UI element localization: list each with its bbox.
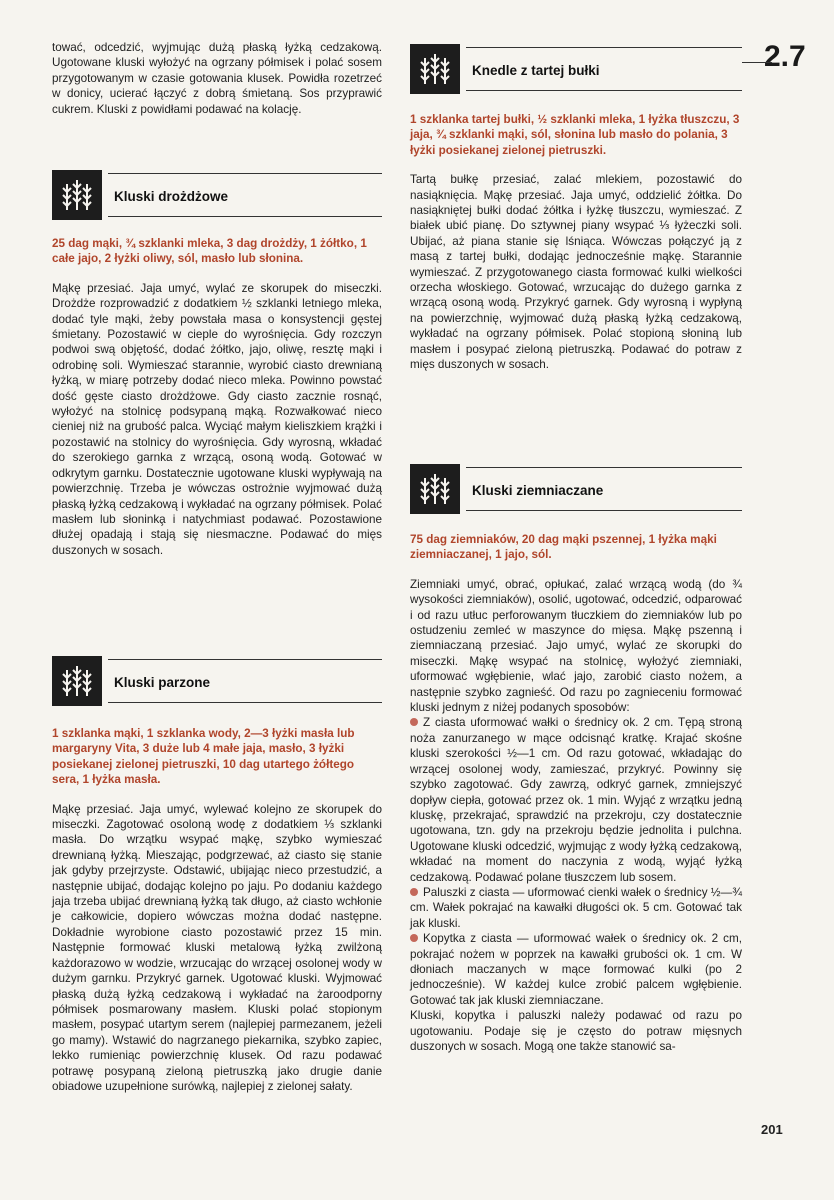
intro-paragraph: tować, odcedzić, wyjmując dużą płaską łyżką cedzakową. Ugotowane kluski wyłożyć na ogrzany półmisek i polać sosem przygotowanym w czasie gotowania klusek. Powidła rozetrzeć w donicy, ucierać łączyć z dobrą śmietaną. Sos przyprawić cukrem. Kluski z powidłami podawać na kolację.: [52, 41, 382, 116]
section-header: [52, 170, 382, 220]
section-header: [410, 44, 742, 94]
wheat-icon: [52, 656, 102, 706]
header-rule: [108, 173, 382, 174]
instructions: Mąkę przesiać. Jaja umyć, wylewać kolejno ze skorupek do miseczki. Zagotować osoloną wodę z dodatkiem ⅓ szklanki masła. Do wrzątku wsypać mąkę, szybko wymieszać drewnianą łyżką. Mieszając, podgrzewać, aż ciasto się stanie jak gdyby przejrzyste. Odstawić, ubijając nieco przestudzić, a następnie ubijać, dodając kolejno po jaju. Po dodaniu każdego jaja trzeba ubijać drewnianą łyżką tak długo, aż ciasto wchłonie je całkowicie, dopiero wówczas można dodać następne. Dokładnie wyrobione ciasto pozostawić przez 15 min. Następnie formować kluski metalową łyżką zwilżoną każdorazowo w wodzie, wrzucając do wrzącej osolonej wody w dużym garnku. Przykryć garnek. Ugotować kluski. Wyjmować płaską dużą łyżką cedzakową i wykładać na żaroodporny półmisek posmarowany masłem. Kluski polać stopionym masłem, posypać utartym serem (najlepiej parmezanem, jeżeli go mamy). Wstawić do nagrzanego piekarnika, szybko zapiec, lekko rumieniąc powierzchnię klusek. Od razu podawać potrawę posypaną zieloną pietruszką jako drugie danie obiadowe uzupełnione surówką, najlepiej z zielonej sałaty.: [52, 802, 382, 1093]
bullet-text: Kopytka z ciasta — uformować wałek o średnicy ok. 2 cm, pokrajać nożem w poprzek na kawałki grubości ok. 1 cm. W dłoniach maczanych w mące formować kulki (po 2 jednocześnie). W każdej kulce zrobić palcem wgłębienie. Gotować tak jak kluski ziemniaczane.: [410, 932, 742, 1007]
bullet-text: Z ciasta uformować wałki o średnicy ok. 2 cm. Tępą stroną noża zanurzanego w mące odcisnąć kratkę. Krajać skośne kluski szerokości ½—1 cm. Od razu gotować, wkładając do wrzącej osolonej wody, zamieszać, przykryć. Powinny się szybko zagotować. Gdy zawrzą, odkryć garnek, zmniejszyć dopływ ciepła, gotować przez ok. 1 min. Wyjąć z wrzątku jedną kluskę, przekrajać, sprawdzić na przekroju, czy dostatecznie ugotowana, tzn. gdy na przekroju będzie jednolita i pulchna. Ugotowane kluski odcedzić, wyjmując z wody łyżką cedzakową, wkładać na moment do naczynia z wodą, wyjąć łyżką cedzakową. Podawać polane tłuszczem lub sosem.: [410, 716, 742, 884]
section-header: [52, 656, 382, 706]
method-bullet: [410, 931, 742, 1008]
section-header: [410, 464, 742, 514]
chapter-number: 2.7: [764, 40, 806, 73]
bullet-dot-icon: [410, 888, 418, 896]
section-title: Kluski ziemniaczane: [472, 483, 604, 498]
bullet-dot-icon: [410, 934, 418, 942]
instructions: Mąkę przesiać. Jaja umyć, wylać ze skorupek do miseczki. Drożdże rozprowadzić z dodatkiem ½ szklanki letniego mleka, dodać tyle mąki, żeby powstała masa o konsystencji gęstej śmietany. Pozostawić w cieple do wyrośnięcia. Gdy rozczyn podwoi swą objętość, dodać żółtko, jajo, oliwę, resztę mąki i odrobinę soli. Wymieszać starannie, wyrobić ciasto drewnianą łyżką, w miarę potrzeby dodać nieco mleka. Powinno powstać dość gęste ciasto drożdżowe. Gdy ciasto zacznie rosnąć, wyłożyć na stolnicę podsypaną mąką. Rozwałkować nieco cieniej niż na grubość palca. Wyciąć małym kieliszkiem krążki i pozostawić na stolnicy do wyrośnięcia. Gdy wyrosną, wkładać do szerokiego garnka z wrzącą, osoną wodą. Gotować w odkrytym garnku. Dostatecznie ugotowane kluski wypływają na powierzchnię. Trzeba je wówczas ostrożnie wyjmować dużą płaską łyżką cedzakową i wykładać na ogrzany półmisek. Polać masłem lub słoninka̧ i natychmiast podawać. Pozostawione dłużej opadają i stają się niesmaczne. Podawać do mięs duszonych w sosach.: [52, 281, 382, 557]
header-rule: [466, 47, 742, 48]
section-kluski-ziemniaczane: [410, 464, 742, 1054]
method-bullet: [410, 715, 742, 884]
bullet-text: Paluszki z ciasta — uformować cienki wałek o średnicy ½—¾ cm. Wałek pokrajać na kawałki długości ok. 5 cm. Gotować tak jak kluski.: [410, 885, 742, 930]
section-kluski-drozdzowe: [52, 170, 382, 558]
header-rule: [108, 702, 382, 703]
header-rule: [108, 216, 382, 217]
ingredients: 1 szklanka mąki, 1 szklanka wody, 2—3 łyżki masła lub margaryny Vita, 3 duże lub 4 małe jaja, masło, 3 łyżki posiekanej zielonej pietruszki, 10 dag utartego żółtego sera, 1 łyżka masła.: [52, 727, 355, 787]
section-kluski-parzone: [52, 656, 382, 1094]
ingredients: 25 dag mąki, ¾ szklanki mleka, 3 dag drożdży, 1 żółtko, 1 całe jajo, 2 łyżki oliwy, sól, masło lub słonina.: [52, 237, 367, 266]
header-rule: [466, 467, 742, 468]
chapter-rule: [742, 62, 772, 63]
page-number: 201: [761, 1122, 783, 1137]
instructions: Ziemniaki umyć, obrać, opłukać, zalać wrzącą wodą (do ¾ wysokości ziemniaków), osolić, ugotować, odcedzić, odparować i od razu utłuc perforowanym tłuczkiem do ziemniaków lub po ostudzeniu zemleć w maszynce do mięsa. Mąkę pszenną i ziemniaczaną przesiać. Jajo umyć, wylać ze skorupki do miseczki. Mąkę wsypać na stolnicę, wyłożyć ziemniaki, uformować wgłębienie, wlać jajo, zarobić ciasto nożem, a następnie szybko zagnieść. Od razu po zagnieceniu formować kluski jednym z niżej podanych sposobów:: [410, 577, 742, 715]
closing-paragraph: Kluski, kopytka i paluszki należy podawać od razu po ugotowaniu. Podaje się je często do potraw mięsnych duszonych w sosach. Mogą one także stanowić sa-: [410, 1009, 742, 1053]
wheat-icon: [52, 170, 102, 220]
bullet-dot-icon: [410, 718, 418, 726]
header-rule: [108, 659, 382, 660]
section-title: Kluski parzone: [114, 675, 211, 690]
header-rule: [466, 510, 742, 511]
section-title: Kluski drożdżowe: [114, 189, 229, 204]
wheat-icon: [410, 44, 460, 94]
section-title: Knedle z tartej bułki: [472, 63, 600, 78]
ingredients: 75 dag ziemniaków, 20 dag mąki pszennej, 1 łyżka mąki ziemniaczanej, 1 jajo, sól.: [410, 533, 717, 562]
header-rule: [466, 90, 742, 91]
method-bullet: [410, 885, 742, 931]
section-knedle: [410, 44, 742, 373]
wheat-icon: [410, 464, 460, 514]
instructions: Tartą bułkę przesiać, zalać mlekiem, pozostawić do nasiąknięcia. Mąkę przesiać. Jaja umyć, oddzielić żółtka. Do nasiąkniętej bułki dodać żółtka i łyżkę tłuszczu, wymieszać. Z białek ubić pianę. Do sztywnej piany wsypać ⅓ łyżeczki soli. Ubijać, aż piana stanie się lśniąca. Wówczas połączyć ją z masą z tartej bułki, dodając jednocześnie mąkę. Starannie wymieszać. Z przygotowanego ciasta formować kulki wielkości orzecha włoskiego. Gotować, wrzucając do dużego garnka z wrzącą osoną wodą. Przykryć garnek. Gdy wyrosną i wypłyną na powierzchnię, wyjmować dużą płaską łyżką cedzakową, wykładać na ogrzany półmisek. Polać stopioną słoniną lub masłem i posypać zieloną pietruszką. Podawać do potraw z mięs duszonych w sosach.: [410, 173, 742, 372]
ingredients: 1 szklanka tartej bułki, ½ szklanki mleka, 1 łyżka tłuszczu, 3 jaja, ¾ szklanki mąki, sól, słonina lub masło do polania, 3 łyżki posiekanej zielonej pietruszki.: [410, 113, 740, 157]
